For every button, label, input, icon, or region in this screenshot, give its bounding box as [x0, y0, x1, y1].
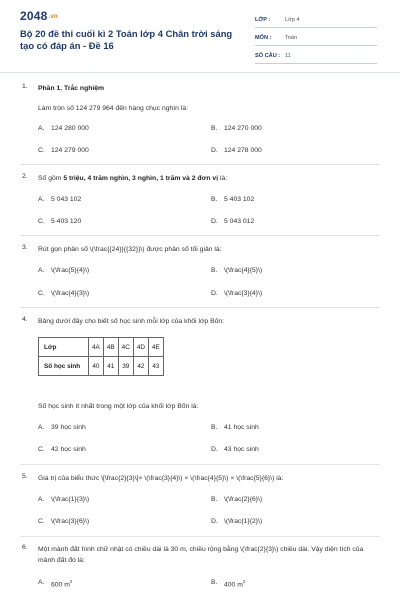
table-row: [39, 357, 164, 376]
meta-row-subject: [255, 28, 377, 46]
question-divider: [20, 464, 380, 465]
table-row: [39, 338, 164, 357]
question-6: [22, 544, 382, 566]
question-4-subtext: [22, 401, 382, 412]
question-number: 4.: [22, 316, 28, 323]
table-cell: 4B: [103, 338, 118, 357]
question-divider: [20, 536, 380, 537]
meta-row-count: [255, 46, 377, 64]
table-cell: 4E: [149, 338, 164, 357]
question-number: 2.: [22, 173, 28, 180]
question-4: [22, 316, 382, 327]
table-header-label: Lớp: [39, 338, 89, 357]
meta-label: MÔN :: [255, 35, 272, 41]
table-cell: 41: [103, 357, 118, 376]
table-cell: 39: [118, 357, 133, 376]
logo-suffix: .vn: [48, 13, 58, 20]
table-cell: 4C: [118, 338, 133, 357]
question-5: [22, 473, 382, 484]
table-cell: 42: [133, 357, 148, 376]
question-2: [22, 173, 382, 184]
logo-main: 2048: [20, 9, 48, 23]
question-divider: [20, 307, 380, 308]
question-subtext: Số học sinh ít nhất trong một lớp của khối lớp Bốn là:: [38, 403, 199, 410]
question-number: 6.: [22, 544, 28, 551]
question-divider: [20, 164, 380, 165]
document-title: Bộ 20 đề thi cuối kì 2 Toán lớp 4 Chân trời sáng tạo có đáp án - Đề 16: [20, 28, 233, 51]
table-cell: 4D: [133, 338, 148, 357]
meta-value: Toán: [285, 35, 298, 41]
question-number: 3.: [22, 244, 28, 251]
meta-label: SỐ CÂU :: [255, 53, 281, 59]
question-text: Một mảnh đất hình chữ nhật có chiều dài là 30 m, chiều rộng bằng \(\frac{2}{3}\) chiều dài. Vậy diện tích của mảnh đất đó là:: [38, 546, 364, 564]
question-divider: [20, 235, 380, 236]
question-text: Làm tròn số 124 279 964 đến hàng chục nghìn là:: [38, 105, 189, 112]
meta-value: 11: [285, 53, 291, 59]
meta-value: Lớp 4: [285, 17, 300, 23]
table-cell: 4A: [89, 338, 104, 357]
meta-row-grade: [255, 10, 377, 28]
students-table: [38, 337, 164, 376]
site-logo[interactable]: [20, 9, 58, 23]
question-text: Bảng dưới đây cho biết số học sinh mỗi lớp của khối lớp Bốn:: [38, 318, 225, 325]
table-row-label: Số học sinh: [39, 357, 89, 376]
section-title: Phần 1. Trắc nghiệm: [38, 85, 105, 92]
question-text: Rút gọn phân số \(\frac{{24}}{{32}}\) được phân số tối giản là:: [38, 246, 222, 253]
header-divider: [0, 72, 400, 73]
document-meta: [255, 10, 377, 64]
question-text: Giá trị của biểu thức \[\frac{2}{3}\]× \(\frac{3}{4}\) × \(\frac{4}{5}\) × \(\frac{5}{6}\) là:: [38, 475, 284, 482]
table-cell: 43: [149, 357, 164, 376]
meta-label: LỚP :: [255, 17, 271, 23]
question-3: [22, 244, 382, 255]
section-number: 1.: [22, 83, 28, 90]
table-cell: 40: [89, 357, 104, 376]
document-header: [0, 0, 400, 72]
question-1: [22, 103, 382, 114]
question-number: 5.: [22, 473, 28, 480]
question-text: Số gồm 5 triệu, 4 trăm nghìn, 3 nghìn, 1 trăm và 2 đơn vị là:: [38, 175, 228, 182]
section-1: [22, 83, 382, 94]
